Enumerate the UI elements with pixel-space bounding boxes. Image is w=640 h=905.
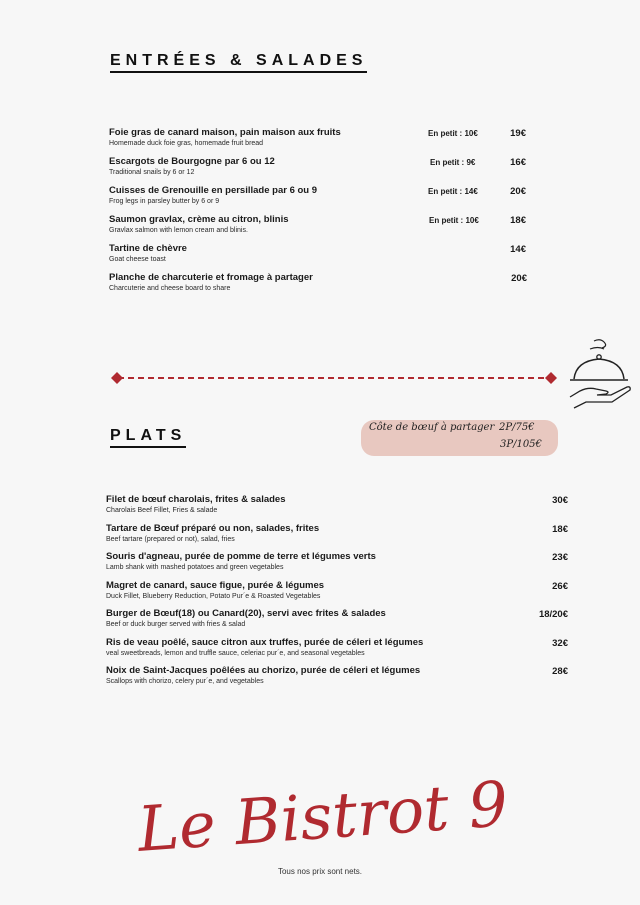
list-item: [0, 214, 640, 243]
list-item: [0, 243, 640, 272]
item-price: 20€: [510, 186, 526, 197]
list-item: [0, 494, 640, 523]
item-description: veal sweetbreads, lemon and truffle sauce, celeriac pur´e, and seasonal vegetables: [106, 649, 365, 657]
list-item: [0, 665, 640, 694]
item-description: Gravlax salmon with lemon cream and blinis.: [109, 227, 248, 234]
item-price: 23€: [552, 552, 568, 563]
item-small-portion: En petit : 10€: [429, 216, 479, 225]
item-description: Charolais Beef Fillet, Fries & salade: [106, 507, 218, 514]
logo-text: Le Bistrot 9: [135, 767, 511, 866]
special-price-three: 3P/105€: [500, 439, 542, 450]
special-offer-box: [361, 420, 558, 456]
list-item: [0, 551, 640, 580]
item-name: Cuisses de Grenouille en persillade par 6 ou 9: [109, 185, 318, 196]
item-name: Foie gras de canard maison, pain maison aux fruits: [109, 127, 341, 138]
item-name: Planche de charcuterie et fromage à partager: [109, 272, 313, 283]
list-item: [0, 523, 640, 552]
item-price: 26€: [552, 580, 568, 592]
bistrot-logo: [135, 760, 511, 866]
list-item: [0, 127, 640, 156]
item-description: Homemade duck foie gras, homemade fruit bread: [109, 140, 264, 147]
item-price: 28€: [552, 666, 568, 677]
item-description: Scallops with chorizo, celery pur´e, and vegetables: [106, 678, 264, 685]
item-description: Duck Fillet, Blueberry Reduction, Potato Pur´e & Roasted Vegetables: [106, 592, 321, 600]
item-description: Beef tartare (prepared or not), salad, fries: [106, 535, 235, 543]
cloche-serving-icon: [566, 337, 632, 409]
item-name: Saumon gravlax, crème au citron, blinis: [109, 214, 289, 225]
list-item: [0, 185, 640, 214]
item-description: Frog legs in parsley butter by 6 or 9: [109, 198, 220, 205]
item-price: 19€: [510, 128, 526, 139]
item-name: Filet de bœuf charolais, frites & salades: [106, 494, 286, 505]
entrees-list: [0, 127, 640, 301]
list-item: [0, 608, 640, 637]
item-description: Beef or duck burger served with fries & salad: [106, 621, 246, 628]
item-name: Magret de canard, sauce figue, purée & légumes: [106, 579, 325, 591]
item-name: Souris d'agneau, purée de pomme de terre et légumes verts: [106, 551, 376, 562]
item-name: Tartine de chèvre: [109, 243, 187, 254]
item-price: 20€: [511, 273, 527, 284]
list-item: [0, 272, 640, 301]
item-description: Charcuterie and cheese board to share: [109, 285, 231, 292]
item-price: 18/20€: [538, 609, 568, 620]
entrees-section-title: ENTRÉES & SALADES: [110, 52, 367, 73]
item-price: 14€: [510, 244, 526, 255]
item-description: Traditional snails by 6 or 12: [109, 169, 195, 176]
special-label: Côte de bœuf à partager: [369, 422, 495, 433]
item-name: Burger de Bœuf(18) ou Canard(20), servi avec frites & salades: [106, 608, 386, 619]
item-small-portion: En petit : 10€: [428, 129, 478, 138]
item-price: 18€: [510, 215, 526, 226]
special-price-two: 2P/75€: [499, 422, 535, 433]
plats-section-title: PLATS: [110, 427, 186, 448]
item-description: Goat cheese toast: [109, 256, 166, 263]
item-price: 18€: [552, 523, 568, 535]
item-name: Escargots de Bourgogne par 6 ou 12: [109, 156, 275, 167]
item-price: 32€: [552, 637, 568, 649]
item-name: Ris de veau poêlé, sauce citron aux truffes, purée de céleri et légumes: [106, 636, 424, 648]
item-description: Lamb shank with mashed potatoes and green vegetables: [106, 564, 284, 571]
item-small-portion: En petit : 14€: [428, 187, 478, 196]
footer-note: Tous nos prix sont nets.: [277, 867, 363, 876]
list-item: [0, 580, 640, 609]
list-item: [0, 156, 640, 185]
item-price: 16€: [510, 157, 526, 168]
dashed-line-diamond-icon: [110, 371, 558, 385]
plats-list: [0, 494, 640, 694]
item-name: Noix de Saint-Jacques poêlées au chorizo, purée de céleri et légumes: [106, 665, 421, 676]
item-price: 30€: [552, 495, 568, 506]
item-small-portion: En petit : 9€: [430, 158, 476, 167]
list-item: [0, 637, 640, 666]
item-name: Tartare de Bœuf préparé ou non, salades, frites: [106, 522, 320, 534]
